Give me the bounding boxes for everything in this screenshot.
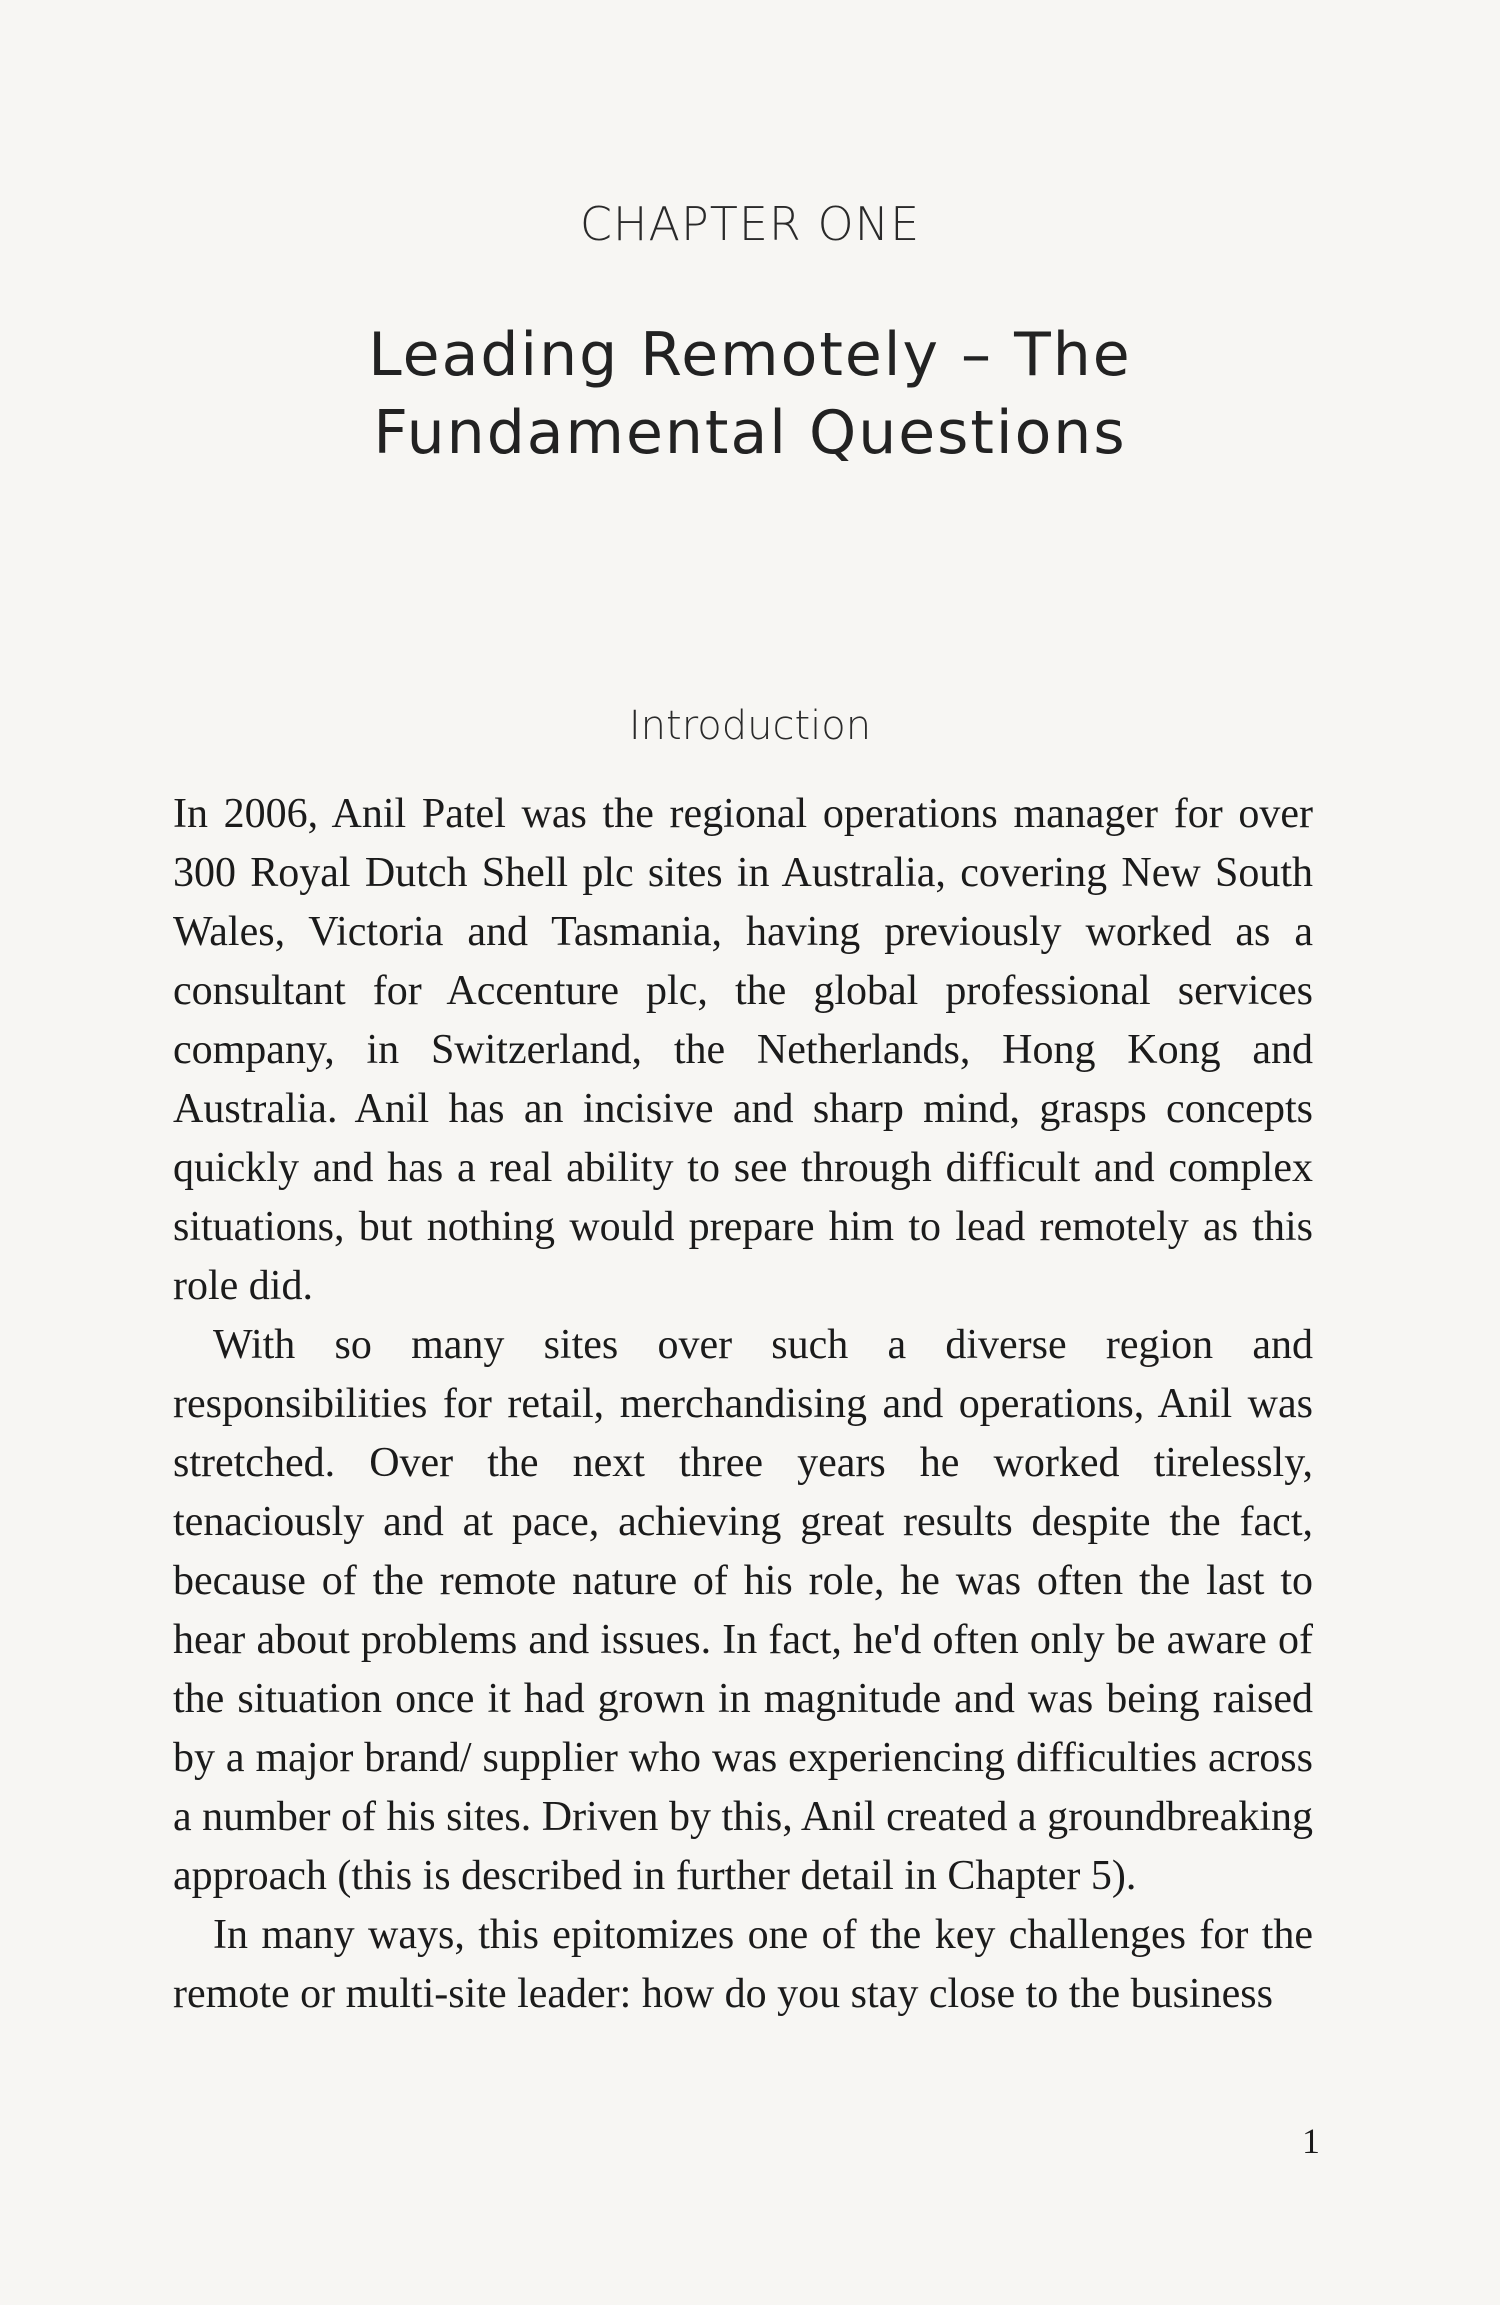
chapter-title-line-2: Fundamental Questions	[373, 398, 1127, 468]
chapter-title	[0, 316, 1500, 472]
page-number: 1	[1302, 2121, 1320, 2161]
paragraph: In 2006, Anil Patel was the regional operations manager for over 300 Royal Dutch Shell plc sites in Australia, covering New South Wales, Victoria and Tasmania, having previously worked as a consultant for Accenture plc, the global professional services company, in Switzerland, the Netherlands, Hong Kong and Australia. Anil has an incisive and sharp mind, grasps concepts quickly and has a real ability to see through difficult and complex situations, but nothing would prepare him to lead remotely as this role did.	[173, 791, 1313, 1309]
chapter-title-line-1: Leading Remotely – The	[368, 320, 1132, 390]
chapter-label: CHAPTER ONE	[579, 197, 921, 251]
paragraph: In many ways, this epitomizes one of the key challenges for the remote or multi-site leader: how do you stay close to the business	[173, 1912, 1313, 2017]
body-text	[173, 785, 1313, 2024]
paragraph: With so many sites over such a diverse region and responsibilities for retail, merchandising and operations, Anil was stretched. Over the next three years he worked tirelessly, tenaciously and at pace, achieving great results despite the fact, because of the remote nature of his role, he was often the last to hear about problems and issues. In fact, he'd often only be aware of the situation once it had grown in magnitude and was being raised by a major brand/ supplier who was experiencing difficulties across a number of his sites. Driven by this, Anil created a groundbreaking approach (this is described in further detail in Chapter 5).	[173, 1322, 1313, 1899]
section-heading: Introduction	[628, 703, 872, 749]
